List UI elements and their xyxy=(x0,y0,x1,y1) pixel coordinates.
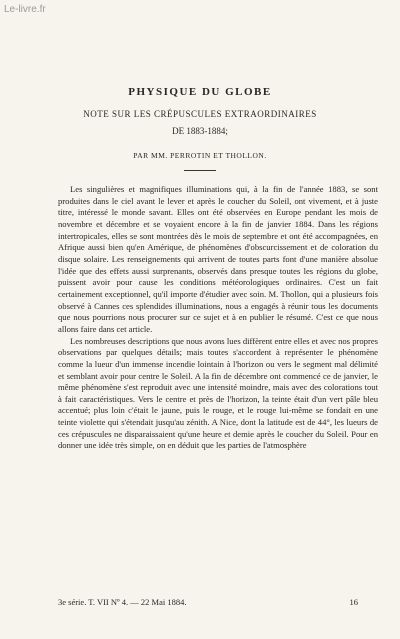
body-paragraph: Les singulières et magnifiques illuminations qui, à la fin de l'année 1883, se sont produites dans le ciel avant le lever et après le coucher du Soleil, ont vivement, et à juste titre, intéressé le monde savant. Elles ont été observées en Europe pendant les mois de novembre et décembre et se voyaient encore à la fin de janvier 1884. Dans les régions intertropicales, elles se sont montrées dès le mois de septembre et ont été accompagnées, en Afrique aussi bien qu'en Amérique, de phénomènes d'obscurcissement et de coloration du disque solaire. Les renseignements qui arrivent de toutes parts font d'une manière absolue l'idée que des effets aussi surprenants, observés dans presque toutes les régions du globe, puissent avoir pour cause les conditions météorologiques ordinaires. C'est un fait certainement exceptionnel, qu'il importe d'étudier avec soin. M. Thollon, qui a plusieurs fois observé à Cannes ces splendides illuminations, nous a engagés à réunir tous les documents que nous pourrions nous procurer sur ce sujet et à en publier le résumé. C'est ce que nous allons faire dans cet article. xyxy=(58,184,378,334)
signature-mark: 16 xyxy=(349,597,358,607)
watermark-text: Le-livre.fr xyxy=(4,4,46,15)
issue-line: 3e série. T. VII Nº 4. — 22 Mai 1884. xyxy=(58,597,187,607)
article-byline: PAR MM. PERROTIN ET THOLLON. xyxy=(133,151,267,160)
divider xyxy=(184,170,216,171)
body-paragraph: Les nombreuses descriptions que nous avons lues diffèrent entre elles et avec nos propres observations par quelques détails; mais toutes s'accordent à représenter le phénomène comme la lueur d'un immense incendie lointain à l'horizon ou vers le segment mal délimité et semblant avoir pour centre le Soleil. A la fin de décembre ont commencé ce de janvier, le même phénomène s'est reproduit avec une intensité moindre, mais avec des colorations tout à fait caractéristiques. Vers le centre et près de l'horizon, la teinte était d'un vert pâle bleu accentué; plus loin c'était le jaune, puis le rouge, et le rouge lui-même se fondait en une teinte violette qui s'étendait jusqu'au zénith. A Nice, dont la latitude est de 44°, les lueurs de ces crépuscules ne disparaissaient qu'une heure et demie après le coucher du Soleil. Pour en donner une idée très simple, on en déduit que les parties de l'atmosphère xyxy=(58,335,378,451)
page-footer xyxy=(58,597,378,607)
article-subtitle: NOTE SUR LES CRÉPUSCULES EXTRAORDINAIRES xyxy=(83,109,317,119)
article-subtitle-years: DE 1883-1884; xyxy=(172,126,228,136)
section-title: PHYSIQUE DU GLOBE xyxy=(128,86,272,98)
article-body xyxy=(58,184,378,452)
